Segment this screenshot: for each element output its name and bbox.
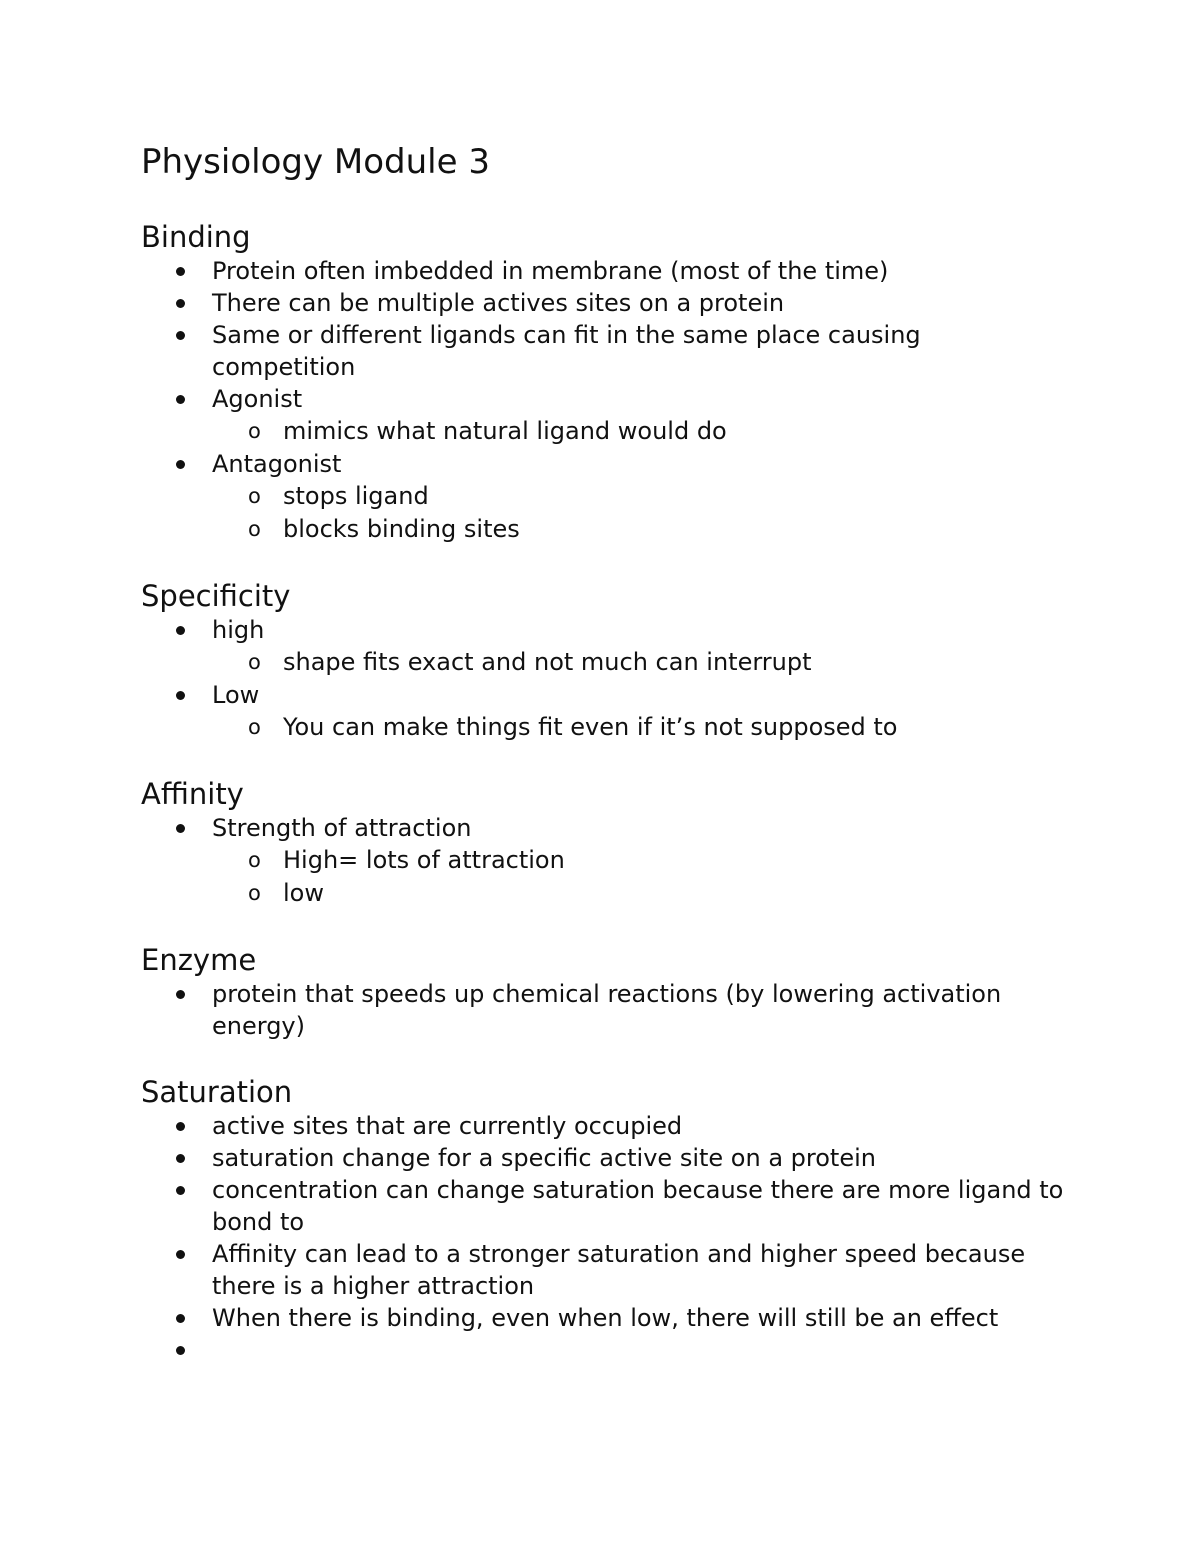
section-binding xyxy=(141,219,1071,546)
sub-list-item xyxy=(212,415,1071,448)
bullet-icon xyxy=(176,1186,185,1195)
circle-bullet-icon: o xyxy=(248,650,261,674)
list-item xyxy=(141,978,1071,1042)
list-item xyxy=(141,812,1071,910)
sub-list-item-text: low xyxy=(283,879,324,907)
circle-bullet-icon: o xyxy=(248,419,261,443)
bullet-icon xyxy=(176,1122,185,1131)
list-item xyxy=(141,679,1071,744)
bullet-list-saturation xyxy=(141,1110,1071,1366)
sub-list-item xyxy=(212,877,1071,910)
list-item xyxy=(141,1238,1071,1302)
circle-bullet-icon: o xyxy=(248,848,261,872)
bullet-icon xyxy=(176,1154,185,1163)
sub-list-agonist xyxy=(212,415,1071,448)
list-item xyxy=(141,1302,1071,1334)
bullet-list-affinity xyxy=(141,812,1071,910)
list-item-text: saturation change for a specific active site on a protein xyxy=(212,1144,876,1172)
list-item xyxy=(141,614,1071,679)
list-item xyxy=(141,287,1071,319)
list-item xyxy=(141,1142,1071,1174)
list-item-text: There can be multiple actives sites on a protein xyxy=(212,289,785,317)
list-item xyxy=(141,448,1071,546)
section-affinity xyxy=(141,776,1071,910)
section-heading-specificity: Specificity xyxy=(141,579,291,613)
section-heading-binding: Binding xyxy=(141,220,251,254)
list-item-text: Low xyxy=(212,681,260,709)
list-item-text: Affinity can lead to a stronger saturation and higher speed because there is a higher attraction xyxy=(212,1240,1026,1300)
list-item-text: Same or different ligands can fit in the same place causing competition xyxy=(212,321,921,381)
list-item xyxy=(141,255,1071,287)
bullet-icon xyxy=(176,626,185,635)
list-item-text: Protein often imbedded in membrane (most of the time) xyxy=(212,257,889,285)
list-item-text: protein that speeds up chemical reactions (by lowering activation energy) xyxy=(212,980,1002,1040)
section-specificity xyxy=(141,578,1071,744)
page-title: Physiology Module 3 xyxy=(141,142,490,182)
list-item xyxy=(141,383,1071,448)
sub-list-item-text: stops ligand xyxy=(283,482,429,510)
bullet-icon xyxy=(176,1346,185,1355)
sub-list-item-text: blocks binding sites xyxy=(283,515,520,543)
bullet-icon xyxy=(176,1250,185,1259)
bullet-icon xyxy=(176,331,185,340)
list-item-text: concentration can change saturation because there are more ligand to bond to xyxy=(212,1176,1064,1236)
circle-bullet-icon: o xyxy=(248,517,261,541)
sub-list-item-text: High= lots of attraction xyxy=(283,846,565,874)
bullet-list-binding xyxy=(141,255,1071,546)
sub-list-item xyxy=(212,480,1071,513)
circle-bullet-icon: o xyxy=(248,715,261,739)
bullet-icon xyxy=(176,395,185,404)
section-saturation xyxy=(141,1074,1071,1366)
list-item-text: Antagonist xyxy=(212,450,342,478)
list-item-text: high xyxy=(212,616,265,644)
sub-list-low xyxy=(212,711,1071,744)
list-item xyxy=(141,319,1071,383)
list-item-text: active sites that are currently occupied xyxy=(212,1112,683,1140)
bullet-list-enzyme xyxy=(141,978,1071,1042)
bullet-icon xyxy=(176,824,185,833)
section-heading-saturation: Saturation xyxy=(141,1075,293,1109)
bullet-icon xyxy=(176,299,185,308)
list-item-empty xyxy=(141,1334,1071,1366)
bullet-icon xyxy=(176,267,185,276)
section-enzyme xyxy=(141,942,1071,1042)
sub-list-strength xyxy=(212,844,1071,910)
circle-bullet-icon: o xyxy=(248,484,261,508)
list-item-text: Strength of attraction xyxy=(212,814,472,842)
sub-list-item-text: mimics what natural ligand would do xyxy=(283,417,727,445)
bullet-icon xyxy=(176,691,185,700)
section-heading-enzyme: Enzyme xyxy=(141,943,257,977)
list-item xyxy=(141,1110,1071,1142)
bullet-icon xyxy=(176,1314,185,1323)
sub-list-item xyxy=(212,513,1071,546)
section-heading-affinity: Affinity xyxy=(141,777,244,811)
list-item xyxy=(141,1174,1071,1238)
bullet-list-specificity xyxy=(141,614,1071,744)
bullet-icon xyxy=(176,460,185,469)
sub-list-item xyxy=(212,646,1071,679)
document-page xyxy=(141,140,1071,1398)
list-item-text: Agonist xyxy=(212,385,303,413)
sub-list-antagonist xyxy=(212,480,1071,546)
list-item-text: When there is binding, even when low, there will still be an effect xyxy=(212,1304,999,1332)
sub-list-item xyxy=(212,844,1071,877)
circle-bullet-icon: o xyxy=(248,881,261,905)
bullet-icon xyxy=(176,990,185,999)
sub-list-item-text: shape fits exact and not much can interrupt xyxy=(283,648,812,676)
sub-list-high xyxy=(212,646,1071,679)
sub-list-item xyxy=(212,711,1071,744)
sub-list-item-text: You can make things fit even if it’s not supposed to xyxy=(283,713,898,741)
